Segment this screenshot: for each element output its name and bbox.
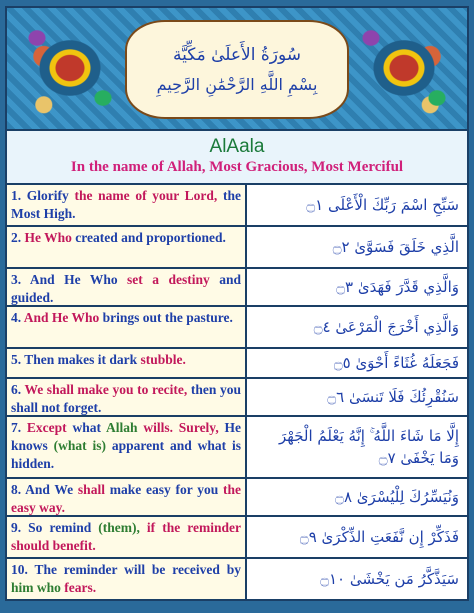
verse-english-segment: Surely,	[173, 420, 219, 435]
verse-english-segment: shall	[73, 482, 105, 497]
verse-english-segment: Allah	[100, 420, 138, 435]
verse-english-segment: (what is)	[47, 438, 107, 453]
verse-row-8	[7, 477, 467, 515]
verse-arabic: الَّذِي خَلَقَ فَسَوَّىٰ ۝٢	[247, 227, 467, 267]
verse-english-segment: and guided.	[11, 272, 241, 305]
verse-row-3	[7, 267, 467, 305]
verse-english-segment: wills.	[137, 420, 173, 435]
verse-row-7	[7, 415, 467, 477]
verse-english-segment: Then makes it dark	[21, 352, 138, 367]
verse-arabic: وَالَّذِي قَدَّرَ فَهَدَىٰ ۝٣	[247, 269, 467, 305]
verse-number: 4.	[11, 310, 22, 325]
surah-name-arabic: سُورَةُ الأَعلَىٰ مَكِّيَّة	[172, 45, 302, 65]
verse-english	[7, 307, 247, 347]
verse-row-1	[7, 183, 467, 225]
verse-number: 3.	[11, 272, 22, 287]
verse-row-4	[7, 305, 467, 347]
verse-english-segment: the Most High.	[11, 188, 241, 221]
verse-english-segment: if the reminder should benefit.	[11, 520, 242, 553]
verse-arabic: سَبِّحِ اسْمَ رَبِّكَ الْأَعْلَى ۝١	[247, 185, 467, 225]
verse-english-segment: apparent and what is hidden.	[11, 438, 241, 471]
verse-english	[7, 269, 247, 305]
verse-english	[7, 479, 247, 515]
verse-english	[7, 185, 247, 225]
verse-english-segment: So remind	[21, 520, 92, 535]
verse-number: 8.	[11, 482, 22, 497]
verse-english-segment: brings out the pasture.	[99, 310, 233, 325]
verse-number: 2.	[11, 230, 22, 245]
verse-english-segment: And He Who	[21, 272, 118, 287]
verse-english-segment: The reminder will be received by	[27, 562, 241, 577]
verse-row-2	[7, 225, 467, 267]
verse-arabic: فَذَكِّرْ إِن نَّفَعَتِ الذِّكْرَىٰ ۝٩	[247, 517, 467, 557]
verse-english-segment: what	[66, 420, 101, 435]
verse-english-segment: the easy way.	[11, 482, 242, 515]
verse-row-6	[7, 377, 467, 415]
verse-english-segment: Lord,	[179, 188, 218, 203]
verse-english-segment: And He Who	[21, 310, 100, 325]
verse-arabic: سَيَذَّكَّرُ مَن يَخْشَىٰ ۝١٠	[247, 559, 467, 599]
verse-row-9	[7, 515, 467, 557]
verse-english-segment: fears.	[60, 580, 97, 595]
title-band	[5, 131, 469, 183]
verse-english-segment: created and proportioned.	[71, 230, 226, 245]
floral-ornament-left-icon	[15, 18, 125, 118]
verse-arabic: سَنُقْرِئُكَ فَلَا تَنسَىٰ ۝٦	[247, 379, 467, 415]
verse-row-5	[7, 347, 467, 377]
verse-number: 7.	[11, 420, 22, 435]
verse-english-segment: (them),	[91, 520, 140, 535]
verse-arabic: وَنُيَسِّرُكَ لِلْيُسْرَىٰ ۝٨	[247, 479, 467, 515]
verse-english-segment: stubble.	[137, 352, 186, 367]
bismillah-arabic: بِسْمِ اللَّهِ الرَّحْمَٰنِ الرَّحِيمِ	[156, 75, 318, 94]
verse-english	[7, 517, 247, 557]
surah-title: AlAala	[209, 136, 265, 157]
verse-english-segment: the name of your	[68, 188, 179, 203]
verse-english-segment: We shall make you to recite,	[21, 382, 188, 397]
floral-ornament-right-icon	[349, 18, 459, 118]
ornamental-banner	[5, 6, 469, 131]
verse-table	[5, 183, 469, 601]
verse-english-segment: He knows	[11, 420, 241, 453]
verse-number: 1.	[11, 188, 22, 203]
verse-number: 9.	[11, 520, 22, 535]
verse-english	[7, 349, 247, 377]
verse-row-10	[7, 557, 467, 599]
verse-english	[7, 227, 247, 267]
bismillah-english: In the name of Allah, Most Gracious, Most Merciful	[70, 159, 404, 175]
verse-arabic: إِلَّا مَا شَاءَ اللَّهُ ۚ إِنَّهُ يَعْلَمُ الْجَهْرَ وَمَا يَخْفَىٰ ۝٧	[247, 417, 467, 477]
verse-number: 6.	[11, 382, 22, 397]
verse-arabic: وَالَّذِي أَخْرَجَ الْمَرْعَىٰ ۝٤	[247, 307, 467, 347]
verse-english	[7, 417, 247, 477]
verse-english-segment: him who	[11, 580, 61, 595]
verse-arabic: فَجَعَلَهُ غُثَاءً أَحْوَىٰ ۝٥	[247, 349, 467, 377]
verse-english-segment: then you shall not forget.	[11, 382, 241, 415]
verse-english	[7, 379, 247, 415]
verse-english-segment: And We	[21, 482, 74, 497]
verse-english-segment: set a destiny	[117, 272, 210, 287]
verse-english-segment: He Who	[21, 230, 72, 245]
verse-english	[7, 559, 247, 599]
verse-number: 5.	[11, 352, 22, 367]
verse-number: 10.	[11, 562, 28, 577]
verse-english-segment: Except	[21, 420, 67, 435]
verse-english-segment: Glorify	[21, 188, 69, 203]
verse-english-segment: make easy for you	[104, 482, 219, 497]
banner-cartouche	[125, 20, 349, 119]
